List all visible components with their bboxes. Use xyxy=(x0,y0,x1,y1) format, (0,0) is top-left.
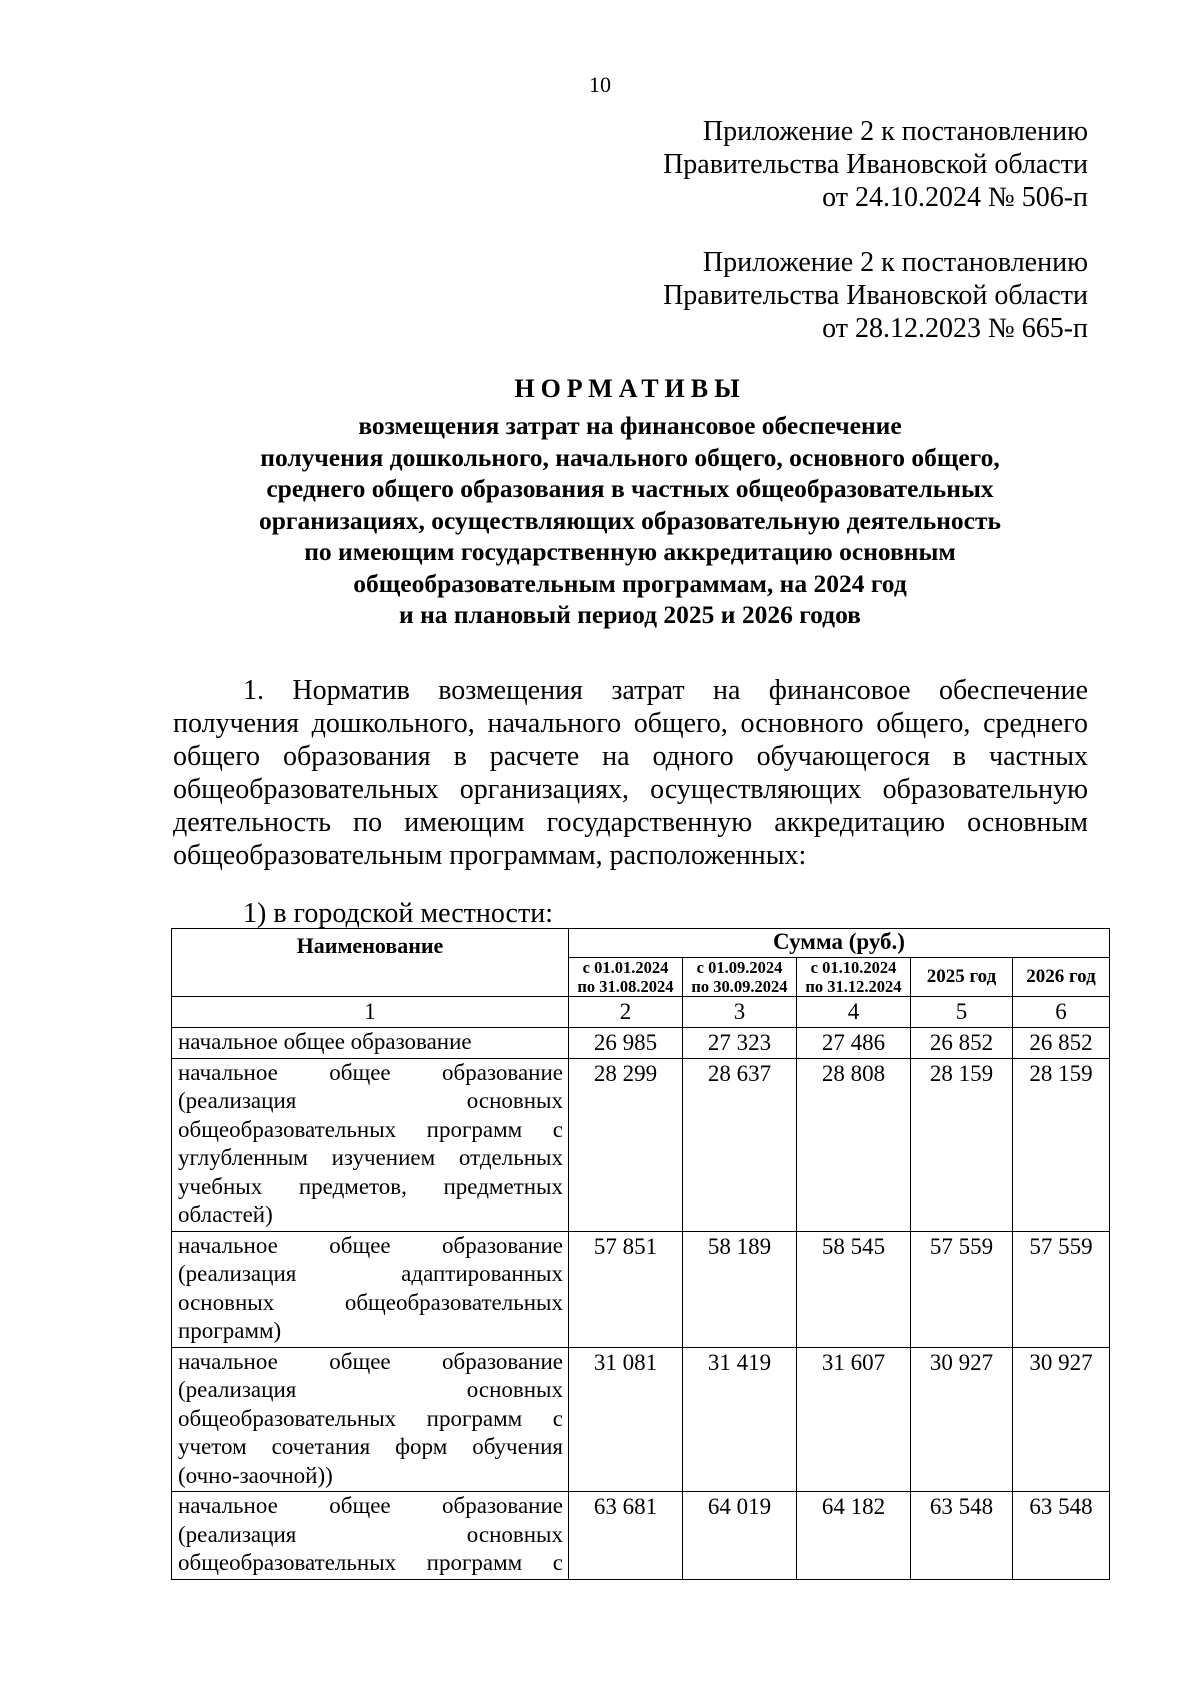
row-name xyxy=(172,1028,569,1059)
row-value: 28 808 xyxy=(797,1058,911,1231)
attachment-line: от 28.12.2023 № 665-п xyxy=(822,313,1088,344)
row-name xyxy=(172,1231,569,1347)
document-subtitle xyxy=(0,410,1200,631)
subtitle-line: среднего общего образования в частных общеобразовательных xyxy=(266,474,994,503)
row-name xyxy=(172,1347,569,1492)
row-value: 57 559 xyxy=(1013,1231,1110,1347)
attachment-line: Правительства Ивановской области xyxy=(663,280,1088,311)
row-name-line: областей) xyxy=(178,1202,273,1227)
header-year: 2026 год xyxy=(1013,958,1110,997)
row-value: 31 607 xyxy=(797,1347,911,1492)
paragraph-line: 1. Норматив возмещения затрат на финансовое обеспечение xyxy=(243,675,1088,706)
row-value: 31 419 xyxy=(683,1347,797,1492)
column-number: 2 xyxy=(569,997,683,1028)
subtitle-line: организациях, осуществляющих образовательную деятельность xyxy=(258,505,1002,535)
row-name-line: начальное общее образование xyxy=(178,1029,472,1054)
period-start: с 01.10.2024 xyxy=(810,958,897,977)
paragraph-line: общеобразовательных организациях, осуществляющих образовательную xyxy=(173,774,1088,805)
row-name-line: (очно-заочной)) xyxy=(178,1462,333,1488)
row-name-line: начальное общее образование xyxy=(178,1232,563,1258)
row-value: 28 159 xyxy=(1013,1058,1110,1231)
row-value: 64 019 xyxy=(683,1492,797,1580)
document-title: НОРМАТИВЫ xyxy=(514,374,746,403)
attachment-line: Приложение 2 к постановлению xyxy=(702,116,1088,147)
column-number: 5 xyxy=(911,997,1013,1028)
row-value: 63 548 xyxy=(911,1492,1013,1580)
header-name: Наименование xyxy=(172,929,569,997)
header-sum: Сумма (руб.) xyxy=(569,929,1110,958)
table-header-row xyxy=(172,929,1110,958)
column-number: 6 xyxy=(1013,997,1110,1028)
period-start: с 01.09.2024 xyxy=(696,958,783,977)
attachment-line: Приложение 2 к постановлению xyxy=(702,247,1088,278)
table-row xyxy=(172,1028,1110,1059)
subtitle-line: возмещения затрат на финансовое обеспечение xyxy=(358,411,902,440)
row-value: 30 927 xyxy=(911,1347,1013,1492)
subsection-label: 1) в городской местности: xyxy=(243,898,553,929)
row-name-line: общеобразовательных программ с xyxy=(178,1116,563,1142)
row-name-line: начальное общее образование xyxy=(178,1059,563,1085)
row-name-line: учебных предметов, предметных xyxy=(178,1173,563,1199)
row-value: 64 182 xyxy=(797,1492,911,1580)
row-value: 63 681 xyxy=(569,1492,683,1580)
row-name xyxy=(172,1492,569,1580)
row-value: 26 852 xyxy=(911,1028,1013,1059)
header-period xyxy=(683,958,797,997)
row-name-line: углубленным изучением отдельных xyxy=(178,1145,563,1170)
period-end: по 31.12.2024 xyxy=(805,977,902,996)
subtitle-line: общеобразовательным программам, на 2024 год xyxy=(353,568,907,598)
row-value: 30 927 xyxy=(1013,1347,1110,1492)
row-value: 28 159 xyxy=(911,1058,1013,1231)
period-start: с 01.01.2024 xyxy=(582,958,669,977)
attachment-line: от 24.10.2024 № 506-п xyxy=(822,182,1088,213)
header-period xyxy=(797,958,911,997)
paragraph-1 xyxy=(173,674,1088,872)
row-value: 26 985 xyxy=(569,1028,683,1059)
table-row xyxy=(172,1492,1110,1580)
row-value: 63 548 xyxy=(1013,1492,1110,1580)
period-end: по 30.09.2024 xyxy=(691,977,788,996)
attachment-reference-current xyxy=(663,115,1088,214)
row-name-line: основных общеобразовательных xyxy=(178,1289,563,1315)
page-number: 10 xyxy=(589,72,611,97)
row-name-line: учетом сочетания форм обучения xyxy=(178,1434,563,1459)
row-name-line: (реализация адаптированных xyxy=(178,1261,563,1286)
subtitle-line: получения дошкольного, начального общего, основного общего, xyxy=(260,442,1000,472)
row-value: 31 081 xyxy=(569,1347,683,1492)
table-row xyxy=(172,1347,1110,1492)
column-number: 1 xyxy=(172,997,569,1028)
row-name-line: начальное общее образование xyxy=(178,1493,563,1518)
paragraph-line: получения дошкольного, начального общего, основного общего, среднего xyxy=(173,708,1088,739)
attachment-reference-original xyxy=(663,246,1088,345)
row-name-line: общеобразовательных программ с xyxy=(178,1550,563,1575)
row-name-line: программ) xyxy=(178,1318,282,1343)
column-number-row xyxy=(172,997,1110,1028)
header-year: 2025 год xyxy=(911,958,1013,997)
table-row xyxy=(172,1058,1110,1231)
row-value: 27 486 xyxy=(797,1028,911,1059)
row-name xyxy=(172,1058,569,1231)
row-value: 58 545 xyxy=(797,1231,911,1347)
paragraph-line: общего образования в расчете на одного обучающегося в частных xyxy=(173,741,1088,772)
paragraph-line: деятельность по имеющим государственную аккредитацию основным xyxy=(173,807,1088,838)
column-number: 4 xyxy=(797,997,911,1028)
column-number: 3 xyxy=(683,997,797,1028)
row-value: 27 323 xyxy=(683,1028,797,1059)
row-name-line: общеобразовательных программ с xyxy=(178,1405,563,1431)
paragraph-line: общеобразовательным программам, расположенных: xyxy=(173,840,807,871)
row-name-line: начальное общее образование xyxy=(178,1348,563,1374)
table-row xyxy=(172,1231,1110,1347)
attachment-line: Правительства Ивановской области xyxy=(663,149,1088,180)
row-value: 28 299 xyxy=(569,1058,683,1231)
row-value: 26 852 xyxy=(1013,1028,1110,1059)
row-value: 57 559 xyxy=(911,1231,1013,1347)
row-value: 58 189 xyxy=(683,1231,797,1347)
row-name-line: (реализация основных xyxy=(178,1521,563,1547)
subtitle-line: и на плановый период 2025 и 2026 годов xyxy=(399,600,861,629)
norms-table xyxy=(171,928,1110,1580)
row-name-line: (реализация основных xyxy=(178,1088,563,1113)
row-value: 28 637 xyxy=(683,1058,797,1231)
period-end: по 31.08.2024 xyxy=(577,977,674,996)
subtitle-line: по имеющим государственную аккредитацию основным xyxy=(304,537,956,566)
row-value: 57 851 xyxy=(569,1231,683,1347)
header-period xyxy=(569,958,683,997)
row-name-line: (реализация основных xyxy=(178,1377,563,1402)
